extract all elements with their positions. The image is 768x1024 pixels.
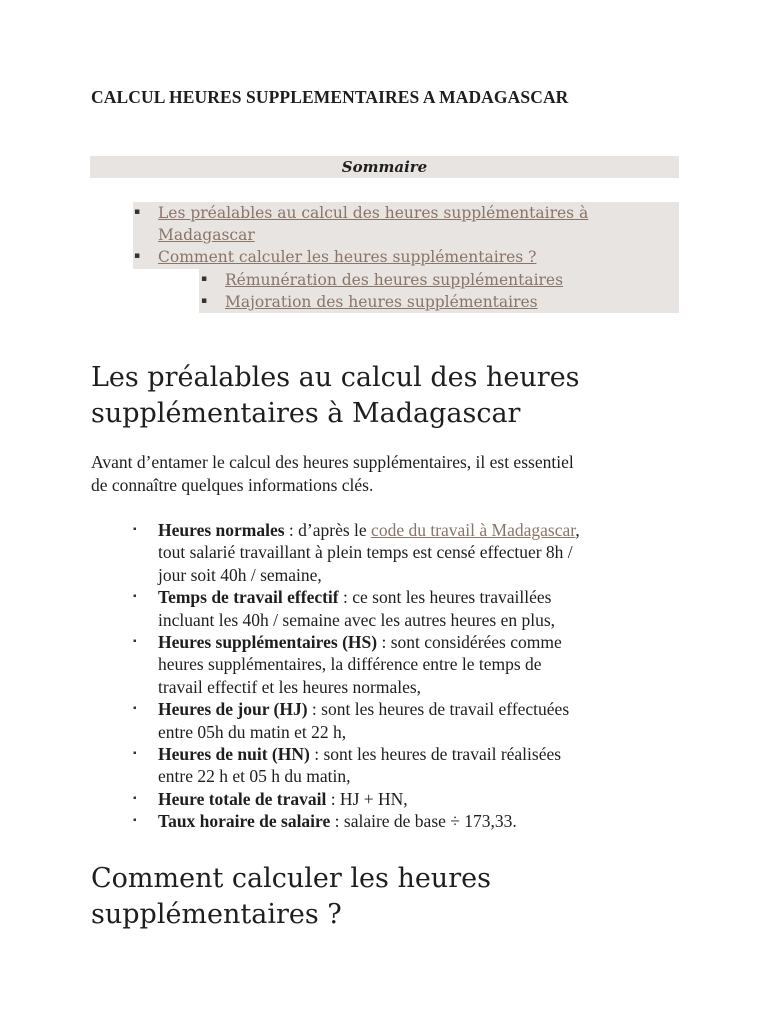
list-item: ▪ Temps de travail effectif : ce sont les heures travaillées incluant les 40h / semaine avec les autres heures en plus, [133,587,556,630]
toc-link-prealables-line2[interactable]: Madagascar [158,226,255,244]
section-heading-comment-calculer: Comment calculer les heures supplémentaires ? [91,863,491,930]
list-item: ▪ Heures de nuit (HN) : sont les heures de travail réalisées entre 22 h et 05 h du matin, [133,744,562,787]
bullet: ▪ [133,792,137,804]
code-du-travail-link[interactable]: code du travail à Madagascar [371,520,576,540]
bullet: ▪ [133,703,137,715]
intro-paragraph: Avant d’entamer le calcul des heures supplémentaires, il est essentiel de connaître quelques informations clés. [91,452,574,495]
bullet: ▪ [133,636,137,648]
bullet: ▪ [133,591,137,603]
list-item: ▪ Heures supplémentaires (HS) : sont considérées comme heures supplémentaires, la différence entre le temps de travail effectif et les heures normales, [133,632,562,697]
list-item: ▪ Taux horaire de salaire : salaire de base ÷ 173,33. [133,811,517,832]
toc-header: Sommaire [90,156,679,178]
list-item: ▪ Heures de jour (HJ) : sont les heures de travail effectuées entre 05h du matin et 22 h, [133,699,570,742]
list-item: ▪ Heure totale de travail : HJ + HN, [133,788,408,809]
bullet: ▪ [133,524,137,535]
section-heading-prealables: Les préalables au calcul des heures supplémentaires à Madagascar [91,362,580,429]
toc-sub-bullet: ▪ [201,274,208,284]
toc-link-prealables-line1[interactable]: Les préalables au calcul des heures supplémentaires à [158,204,589,222]
toc-link-comment-calculer[interactable]: Comment calculer les heures supplémentaires ? [158,248,537,266]
toc-link-majoration[interactable]: Majoration des heures supplémentaires [225,293,538,311]
list-item: ▪ Heures normales : d’après le code du travail à Madagascar, tout salarié travaillant à plein temps est censé effectuer 8h / jour soit 40h / semaine, [133,520,580,585]
toc-bullet: ▪ [134,251,141,261]
toc-sub-bullet: ▪ [201,296,208,306]
toc-link-remuneration[interactable]: Rémunération des heures supplémentaires [225,271,564,289]
document-title: CALCUL HEURES SUPPLEMENTAIRES A MADAGASCAR [91,87,569,107]
bullet: ▪ [133,748,137,760]
toc-bullet: ▪ [134,207,141,217]
definitions-list [91,519,679,833]
bullet: ▪ [133,815,137,827]
